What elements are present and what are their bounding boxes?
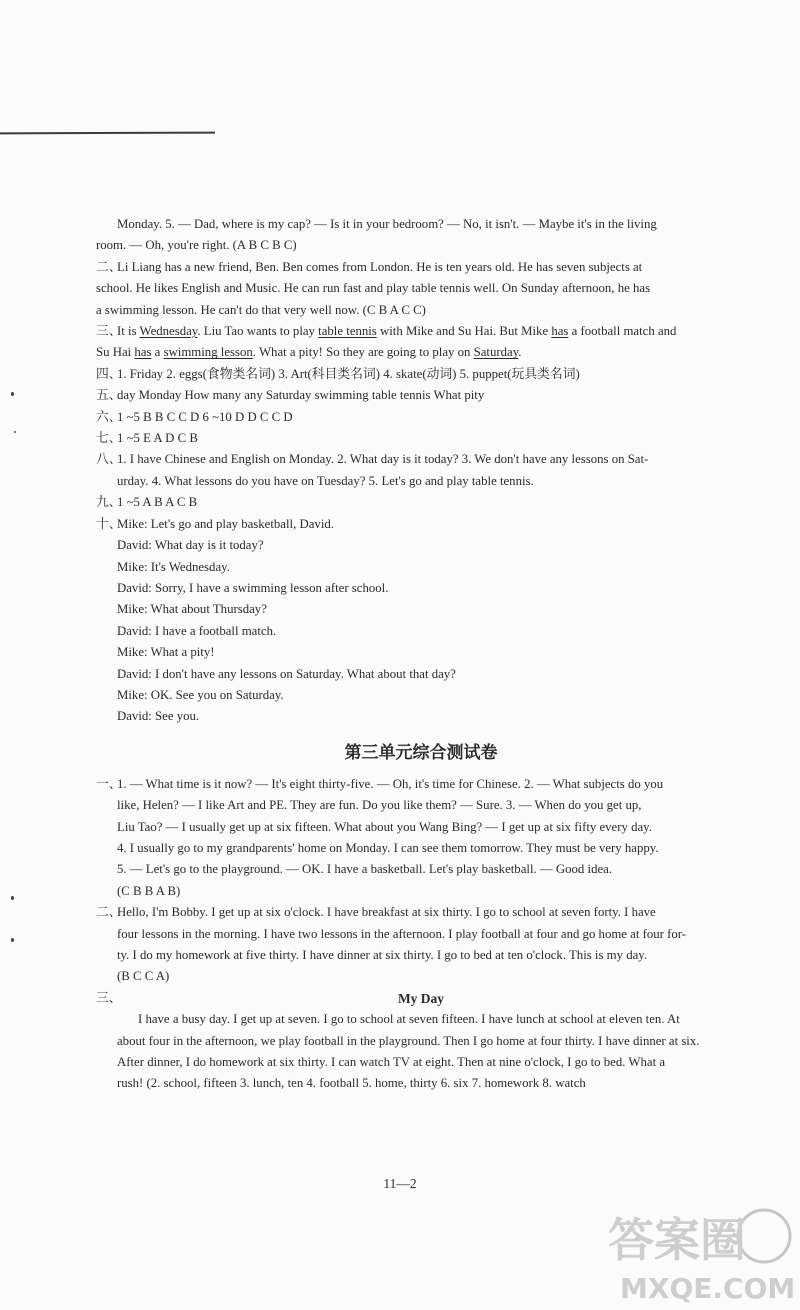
text-fragment: with Mike and Su Hai. But Mike: [376, 324, 552, 339]
answer-line: Hello, I'm Bobby. I get up at six o'clock. I have breakfast at six thirty. I go to school at seven forty. I have: [117, 905, 656, 920]
dialog-speaker: David:: [117, 623, 156, 638]
essay-line: rush! (2. school, fifteen 3. lunch, ten 4. football 5. home, thirty 6. six 7. homework 8. watch: [117, 1076, 586, 1091]
answer-line: 1. I have Chinese and English on Monday. 2. What day is it today? 3. We don't have any lessons on Sat-: [117, 452, 649, 467]
answer-line: [117, 321, 746, 342]
dialog-line: [96, 535, 746, 556]
dialog-text: What a pity!: [150, 645, 215, 660]
text-fragment: . What a pity! So they are going to play on: [252, 345, 474, 360]
dialog-line: [96, 557, 746, 578]
answer-line: a swimming lesson. He can't do that very well now. (C B A C C): [96, 302, 426, 317]
dialog-line: [96, 664, 746, 685]
answer-line: day Monday How many any Saturday swimming table tennis What pity: [117, 388, 485, 403]
dialog-text: I have a football match.: [155, 623, 277, 638]
watermark-url: MXQE.COM: [620, 1272, 796, 1305]
essay-line: I have a busy day. I get up at seven. I go to school at seven fifteen. I have lunch at school at eleven ten. At: [138, 1012, 680, 1027]
dialog-text: What about Thursday?: [150, 602, 267, 617]
section-number: 五、: [96, 388, 122, 403]
text-fragment: a football match and: [568, 324, 677, 339]
answer-line: ty. I do my homework at five thirty. I have dinner at six thirty. I go to bed at ten o'clock. This is my day.: [117, 948, 648, 962]
unit-title: 第三单元综合测试卷: [344, 742, 498, 763]
dialog-speaker: David:: [117, 709, 156, 724]
section-number: 一、: [96, 776, 122, 791]
section-2: [96, 257, 746, 278]
watermark-text: 答案圈: [608, 1213, 746, 1267]
answer-line: school. He likes English and Music. He can run fast and play table tennis well. On Sunday afternoon, he has: [96, 281, 651, 296]
unit3-section-1: [96, 774, 746, 795]
unit3-section-3: [96, 988, 746, 1009]
answer-line: [96, 342, 746, 363]
text-fragment: Su Hai: [96, 345, 135, 360]
text-fragment: It is: [117, 324, 140, 339]
essay-line: After dinner, I do homework at six thirty. I can watch TV at eight. Then at nine o'clock, I go to bed. What a: [117, 1055, 665, 1070]
text-fragment: .: [518, 345, 522, 360]
dialog-speaker: Mike:: [117, 516, 151, 531]
answer-page: [96, 214, 746, 1095]
dialog-text: What day is it today?: [154, 538, 264, 553]
dialog-line: [117, 514, 746, 535]
underlined-answer: has: [551, 324, 569, 339]
margin-mark: [11, 392, 14, 396]
underlined-answer: Wednesday: [139, 324, 198, 339]
answer-line: (C B B A B): [117, 883, 181, 898]
dialog-text: Let's go and play basketball, David.: [150, 516, 334, 531]
dialog-line: [96, 599, 746, 620]
underlined-answer: swimming lesson: [163, 345, 253, 360]
section-5: [96, 385, 746, 406]
dialog-line: [96, 578, 746, 599]
section-4: [96, 364, 746, 385]
dialog-text: OK. See you on Saturday.: [150, 687, 284, 702]
section-number: 三、: [96, 324, 122, 339]
text-fragment: a: [151, 345, 164, 360]
answer-line: urday. 4. What lessons do you have on Tuesday? 5. Let's go and play table tennis.: [117, 473, 534, 488]
section-number: 三、: [96, 990, 122, 1005]
answer-line: 1. — What time is it now? — It's eight thirty-five. — Oh, it's time for Chinese. 2. — What subjects do you: [117, 776, 664, 791]
margin-mark: [11, 938, 14, 942]
section-number: 七、: [96, 431, 122, 446]
dialog-text: It's Wednesday.: [150, 559, 230, 574]
answer-line: 4. I usually go to my grandparents' home on Monday. I can see them tomorrow. They must be very happy.: [117, 840, 659, 855]
dialog-line: [96, 642, 746, 663]
section-10: [96, 514, 746, 535]
underlined-answer: has: [134, 345, 152, 360]
dialog-line: [96, 685, 746, 706]
unit3-section-2: [96, 902, 746, 923]
text-fragment: . Liu Tao wants to play: [197, 324, 319, 339]
essay-line: about four in the afternoon, we play football in the playground. Then I go home at four thirty. I have dinner at six.: [117, 1033, 700, 1048]
section-8: [96, 449, 746, 470]
section-7: [96, 428, 746, 449]
section-3: [96, 321, 746, 342]
underlined-answer: table tennis: [318, 324, 377, 339]
dialog-text: Sorry, I have a swimming lesson after school.: [155, 580, 389, 595]
dialog-text: I don't have any lessons on Saturday. What about that day?: [155, 666, 456, 681]
margin-mark: [11, 896, 14, 900]
answer-line: Monday. 5. — Dad, where is my cap? — Is it in your bedroom? — No, it isn't. — Maybe it's in the living: [117, 217, 657, 231]
section-number: 四、: [96, 366, 122, 381]
answer-line: 1 ~5 A B A C B: [117, 495, 198, 510]
dialog-line: [96, 706, 746, 727]
dialog-speaker: Mike:: [117, 645, 151, 660]
section-number: 九、: [96, 495, 122, 510]
dialog-speaker: David:: [117, 666, 156, 681]
section-number: 十、: [96, 516, 122, 531]
dialog-line: [96, 621, 746, 642]
dialog-text: See you.: [155, 709, 200, 724]
dialog-speaker: Mike:: [117, 687, 151, 702]
section-number: 六、: [96, 409, 122, 424]
section-number: 二、: [96, 259, 122, 274]
dialog-speaker: David:: [117, 538, 155, 553]
underlined-answer: Saturday: [473, 345, 519, 360]
answer-line: 1 ~5 E A D C B: [117, 431, 198, 446]
section-number: 二、: [96, 905, 122, 920]
dialog-speaker: David:: [117, 580, 156, 595]
answer-line: (B C C A): [117, 969, 170, 984]
top-rule-line: [0, 132, 215, 135]
watermark-logo: [600, 1190, 800, 1310]
answer-line: four lessons in the morning. I have two lessons in the afternoon. I play football at four and go home at four for-: [117, 926, 687, 941]
dialog-speaker: Mike:: [117, 602, 151, 617]
essay-title: My Day: [397, 990, 445, 1006]
answer-line: room. — Oh, you're right. (A B C B C): [96, 238, 297, 253]
answer-line: like, Helen? — I like Art and PE. They are fun. Do you like them? — Sure. 3. — When do you get up,: [117, 798, 642, 813]
section-9: [96, 492, 746, 513]
answer-line: 1 ~5 B B C C D 6 ~10 D D C C D: [117, 409, 293, 424]
section-number: 八、: [96, 452, 122, 467]
page-number: 11—2: [383, 1176, 417, 1191]
margin-mark: [14, 431, 16, 433]
dialog-speaker: Mike:: [117, 559, 151, 574]
answer-line: 5. — Let's go to the playground. — OK. I have a basketball. Let's play basketball. — Good idea.: [117, 862, 613, 877]
section-6: [96, 407, 746, 428]
answer-line: Liu Tao? — I usually get up at six fifteen. What about you Wang Bing? — I get up at six fifty every day.: [117, 819, 652, 834]
answer-line: Li Liang has a new friend, Ben. Ben comes from London. He is ten years old. He has seven subjects at: [117, 259, 643, 274]
answer-line: 1. Friday 2. eggs(食物类名词) 3. Art(科目类名词) 4. skate(动词) 5. puppet(玩具类名词): [117, 366, 580, 381]
